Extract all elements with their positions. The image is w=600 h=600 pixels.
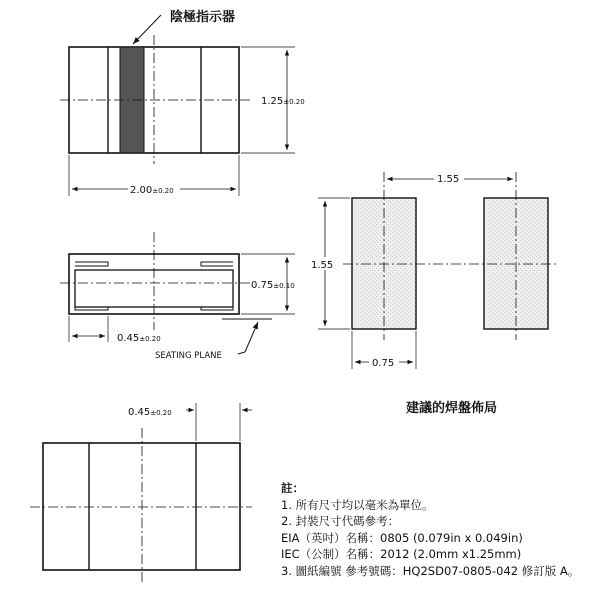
pad-height-value: 1.55 bbox=[311, 260, 334, 271]
side-terminal-value: 0.45±0.20 bbox=[117, 333, 161, 344]
notes-title: 註： bbox=[281, 481, 304, 495]
top-view bbox=[60, 9, 305, 196]
cathode-indicator-label: 陰極指示器 bbox=[170, 10, 236, 25]
note-line-1: 1. 所有尺寸均以毫米為單位。 bbox=[281, 497, 434, 512]
note-line-2: 2. 封裝尺寸代碼參考： bbox=[281, 514, 400, 528]
pad-width-value: 0.75 bbox=[372, 358, 395, 369]
seating-plane-label: SEATING PLANE bbox=[155, 351, 222, 361]
note-line-3: EIA（英吋）名稱：0805 (0.079in x 0.049in) bbox=[281, 530, 523, 545]
bottom-view-body bbox=[43, 443, 240, 570]
seating-plane-arrow bbox=[245, 322, 258, 352]
bottom-view bbox=[30, 403, 252, 584]
cathode-leader bbox=[133, 15, 161, 44]
bottom-terminal-value: 0.45±0.20 bbox=[128, 407, 172, 418]
note-line-5: 3. 圖紙編號 參考號碼：HQ2SD07-0805-042 修訂版 A。 bbox=[281, 563, 580, 578]
top-height-value: 1.25±0.20 bbox=[261, 96, 305, 107]
pad-layout bbox=[309, 171, 558, 416]
note-line-4: IEC（公制）名稱：2012 (2.0mm x1.25mm) bbox=[281, 547, 522, 561]
side-view bbox=[60, 232, 295, 361]
notes-block bbox=[281, 480, 599, 579]
pad-pitch-value: 1.55 bbox=[437, 174, 460, 185]
side-height-value: 0.75±0.10 bbox=[251, 280, 295, 291]
seating-plane-leader bbox=[238, 352, 245, 354]
top-width-value: 2.00±0.20 bbox=[130, 185, 174, 196]
pad-layout-title: 建議的焊盤佈局 bbox=[406, 401, 498, 416]
